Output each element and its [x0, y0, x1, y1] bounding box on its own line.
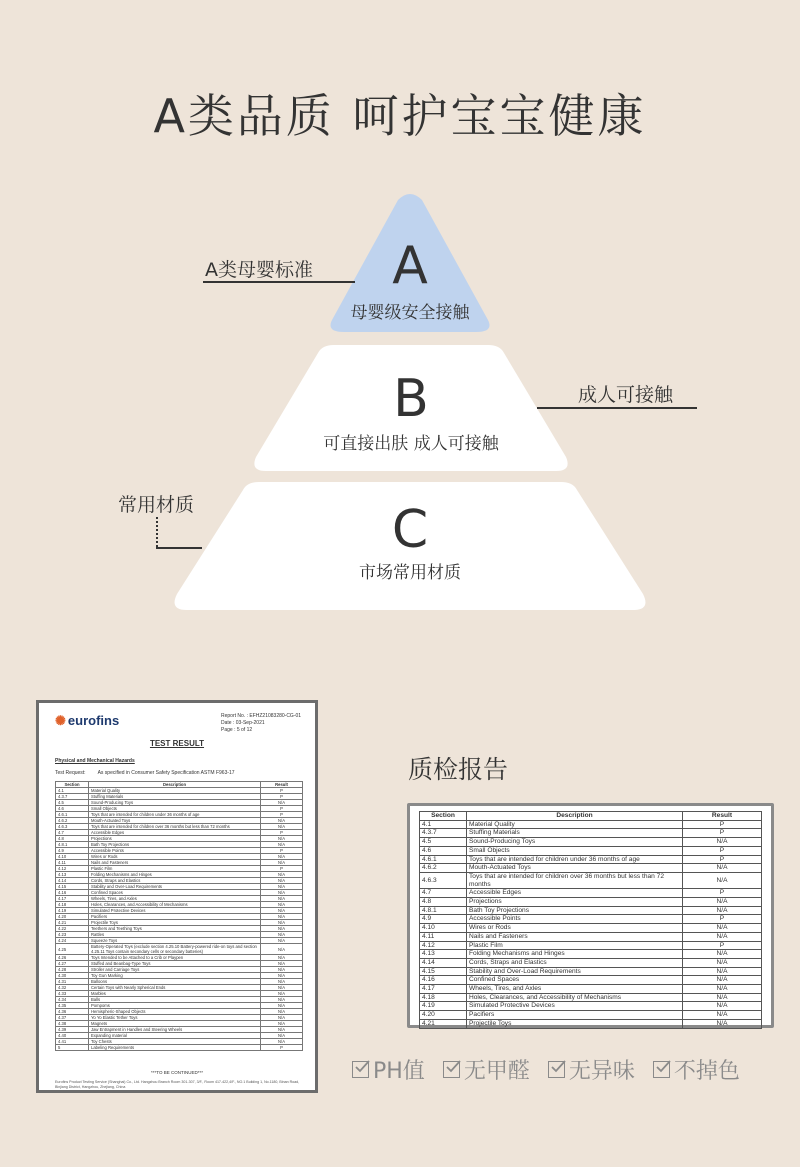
row-result: N/A	[261, 1039, 303, 1045]
report-heading: TEST RESULT	[149, 739, 205, 748]
table-row	[420, 1002, 762, 1011]
report-page: 5 of 12	[236, 727, 253, 733]
table-row	[56, 944, 303, 955]
row-section: 4.12	[420, 941, 467, 950]
row-section: 4.16	[420, 976, 467, 985]
date-label: Date	[221, 720, 232, 726]
table-row	[420, 985, 762, 994]
row-description: Rattles	[89, 932, 261, 938]
report-no-label: Report No.	[221, 713, 246, 719]
row-result: N/A	[261, 908, 303, 914]
row-section: 4.6.2	[56, 818, 89, 824]
row-section: 4.24	[56, 938, 89, 944]
row-section: 4.28	[56, 967, 89, 973]
logo-text: eurofins	[67, 713, 120, 728]
row-result: N/A	[683, 932, 762, 941]
row-description: Confined Spaces	[89, 890, 261, 896]
row-result: P	[261, 848, 303, 854]
row-result: N/A	[261, 896, 303, 902]
row-result: N/A	[683, 1019, 762, 1028]
row-result: N/A	[261, 961, 303, 967]
row-section: 4.39	[56, 1027, 89, 1033]
table-row	[420, 924, 762, 933]
row-result: N/A	[261, 890, 303, 896]
row-description: Toys that are intended for children under 36 months of age	[467, 855, 683, 864]
row-description: Toys that are intended for children under 36 months of age	[89, 812, 261, 818]
eurofins-logo-mark: ✺	[55, 713, 66, 728]
row-section: 4.3.7	[56, 794, 89, 800]
row-description: Plastic Film	[467, 941, 683, 950]
row-result: N/A	[261, 979, 303, 985]
row-result: N/A	[261, 860, 303, 866]
row-description: Marbles	[89, 991, 261, 997]
row-result: N/A	[683, 950, 762, 959]
column-header: Description	[89, 782, 261, 788]
leader-line-c-horizontal	[156, 547, 202, 549]
row-result: N/A	[261, 938, 303, 944]
row-section: 4.31	[56, 979, 89, 985]
row-result: N/A	[261, 836, 303, 842]
row-result: N/A	[261, 878, 303, 884]
table-row	[420, 958, 762, 967]
row-section: 4.6.3	[420, 872, 467, 888]
row-section: 4.13	[420, 950, 467, 959]
row-result: N/A	[261, 985, 303, 991]
table-row	[420, 898, 762, 907]
page-title: A类品质 呵护宝宝健康	[153, 89, 647, 143]
row-description: Balls	[89, 997, 261, 1003]
feature-item	[548, 1054, 635, 1085]
row-result: N/A	[261, 842, 303, 848]
row-result: N/A	[261, 967, 303, 973]
row-description: Stability and Over-Load Requirements	[467, 967, 683, 976]
table-row	[420, 1019, 762, 1028]
row-result: P	[261, 794, 303, 800]
row-result: P	[683, 855, 762, 864]
row-description: Battery-Operated Toys (exclude section 4.25.10 Battery-powered ride-on toys and section 4.25.11 Toys contain secondary cells or secondary batteries)	[89, 944, 261, 955]
row-description: Cords, Straps and Elastics	[467, 958, 683, 967]
row-section: 4.8	[56, 836, 89, 842]
row-result: N/A	[683, 898, 762, 907]
zoomed-table	[419, 811, 762, 1029]
feature-label: 不掉色	[673, 1059, 740, 1084]
row-result: N/A	[261, 1021, 303, 1027]
row-section: 4.18	[420, 993, 467, 1002]
table-row	[420, 941, 762, 950]
row-result: N/A	[261, 1033, 303, 1039]
table-row	[420, 950, 762, 959]
row-result: N/A	[261, 1009, 303, 1015]
row-description: Stability and Over-Load Requirements	[89, 884, 261, 890]
row-section: 4.6.1	[56, 812, 89, 818]
row-section: 4.12	[56, 866, 89, 872]
table-row	[420, 1011, 762, 1020]
row-section: 4.8	[420, 898, 467, 907]
row-section: 4.14	[56, 878, 89, 884]
row-section: 4.36	[56, 1009, 89, 1015]
table-row	[420, 906, 762, 915]
row-result: N/A	[683, 985, 762, 994]
feature-item	[352, 1054, 425, 1085]
row-result: N/A	[261, 872, 303, 878]
row-description: Squeeze Toys	[89, 938, 261, 944]
feature-item	[653, 1054, 740, 1085]
row-section: 4.25	[56, 944, 89, 955]
row-result: N/A	[261, 944, 303, 955]
row-result: N/A	[261, 991, 303, 997]
row-section: 4.15	[420, 967, 467, 976]
row-description: Sound-Producing Toys	[89, 800, 261, 806]
page-label: Page	[221, 727, 233, 733]
row-description: Wires or Rods	[467, 924, 683, 933]
row-result: N/A	[261, 932, 303, 938]
row-section: 4.13	[56, 872, 89, 878]
row-section: 4.1	[420, 820, 467, 829]
row-section: 4.16	[56, 890, 89, 896]
table-row	[420, 846, 762, 855]
row-section: 4.27	[56, 961, 89, 967]
row-result: N/A	[261, 1027, 303, 1033]
column-header: Description	[467, 812, 683, 821]
row-description: Sound-Producing Toys	[467, 838, 683, 847]
row-section: 4.34	[56, 997, 89, 1003]
row-section: 4.19	[420, 1002, 467, 1011]
row-section: 4.6	[56, 806, 89, 812]
row-description: Nails and Fasteners	[467, 932, 683, 941]
row-description: Wires or Rods	[89, 854, 261, 860]
table-row	[420, 864, 762, 873]
row-description: Wheels, Tires, and Axles	[467, 985, 683, 994]
row-section: 4.7	[420, 889, 467, 898]
row-description: Projections	[467, 898, 683, 907]
row-description: Accessible Edges	[467, 889, 683, 898]
row-section: 4.15	[56, 884, 89, 890]
row-section: 4.22	[56, 926, 89, 932]
row-section: 4.14	[420, 958, 467, 967]
row-result: N/A	[683, 993, 762, 1002]
row-result: N/A	[683, 1002, 762, 1011]
leader-line-b	[537, 407, 697, 409]
row-section: 4.41	[56, 1039, 89, 1045]
row-result: N/A	[261, 1003, 303, 1009]
column-header: Result	[683, 812, 762, 821]
column-header: Section	[420, 812, 467, 821]
checkbox-icon	[653, 1061, 670, 1078]
tier-c-desc: 市场常用材质	[359, 563, 461, 583]
row-result: N/A	[683, 872, 762, 888]
row-section: 4.40	[56, 1033, 89, 1039]
column-header: Section	[56, 782, 89, 788]
row-description: Toy Gun Marking	[89, 973, 261, 979]
row-description: Stuffing Materials	[467, 829, 683, 838]
table-row	[420, 872, 762, 888]
row-result: N/A	[683, 958, 762, 967]
row-section: 4.9	[56, 848, 89, 854]
row-result: P	[261, 806, 303, 812]
test-request-value: As specified in Consumer Safety Specification ASTM F963-17	[97, 770, 235, 776]
row-result: P	[261, 1045, 303, 1051]
row-result: N/A	[683, 838, 762, 847]
table-row	[420, 976, 762, 985]
row-section: 4.17	[56, 896, 89, 902]
row-result: N/A	[683, 967, 762, 976]
row-result: N/A	[261, 1015, 303, 1021]
row-section: 5	[56, 1045, 89, 1051]
row-description: Simulated Protective Devices	[89, 908, 261, 914]
row-description: Folding Mechanisms and Hinges	[467, 950, 683, 959]
table-row	[420, 915, 762, 924]
report-table	[55, 781, 303, 1051]
checkbox-icon	[548, 1061, 565, 1078]
row-result: N/A	[261, 800, 303, 806]
row-section: 4.6.2	[420, 864, 467, 873]
table-row	[420, 932, 762, 941]
row-section: 4.20	[56, 914, 89, 920]
row-section: 4.30	[56, 973, 89, 979]
row-description: Accessible Points	[89, 848, 261, 854]
tier-a-letter: A	[392, 236, 428, 296]
row-result: N/A	[261, 818, 303, 824]
row-description: Toy Chests	[89, 1039, 261, 1045]
row-section: 4.10	[420, 924, 467, 933]
feature-label: 无甲醛	[463, 1059, 530, 1084]
row-result: N/A	[261, 926, 303, 932]
row-description: Mouth-Actuated Toys	[467, 864, 683, 873]
row-description: Mouth-Actuated Toys	[89, 818, 261, 824]
row-description: Holes, Clearances, and Accessibility of Mechanisms	[467, 993, 683, 1002]
table-row	[420, 829, 762, 838]
report-caption: 质检报告	[408, 755, 509, 784]
row-description: Material Quality	[467, 820, 683, 829]
row-section: 4.38	[56, 1021, 89, 1027]
row-section: 4.1	[56, 788, 89, 794]
row-description: Projectile Toys	[89, 920, 261, 926]
row-description: Balloons	[89, 979, 261, 985]
row-description: Holes, Clearances, and Accessibility of Mechanisms	[89, 902, 261, 908]
row-description: Accessible Edges	[89, 830, 261, 836]
row-description: Pompoms	[89, 1003, 261, 1009]
table-row	[420, 820, 762, 829]
row-section: 4.8.1	[56, 842, 89, 848]
row-result: N/A	[261, 997, 303, 1003]
tier-b-desc: 可直接出肤 成人可接触	[323, 434, 499, 454]
row-section: 4.6.1	[420, 855, 467, 864]
row-result: P	[683, 846, 762, 855]
row-section: 4.6	[420, 846, 467, 855]
row-section: 4.21	[56, 920, 89, 926]
row-section: 4.19	[56, 908, 89, 914]
row-result: P	[261, 812, 303, 818]
row-description: Hemispheric-Shaped Objects	[89, 1009, 261, 1015]
row-description: Accessible Points	[467, 915, 683, 924]
row-result: P	[261, 788, 303, 794]
table-row	[420, 889, 762, 898]
tier-c-letter: C	[391, 500, 429, 560]
continued-note: ***TO BE CONTINUED***	[151, 1070, 203, 1075]
row-description: Toys that are intended for children over 36 months but less than 72 months	[467, 872, 683, 888]
row-section: 4.35	[56, 1003, 89, 1009]
row-description: Stuffing Materials	[89, 794, 261, 800]
row-section: 4.18	[56, 902, 89, 908]
side-label-b: 成人可接触	[578, 384, 674, 406]
row-description: Pacifiers	[89, 914, 261, 920]
row-description: Small Objects	[89, 806, 261, 812]
row-section: 4.20	[420, 1011, 467, 1020]
row-section: 4.10	[56, 854, 89, 860]
report-meta: Report No. : EFHZ21083280-CG-01 Date : 03-Sep-2021 Page : 5 of 12	[221, 713, 302, 733]
row-section: 4.26	[56, 955, 89, 961]
row-result: N/A	[261, 973, 303, 979]
row-section: 4.5	[56, 800, 89, 806]
row-result: N/A	[683, 1011, 762, 1020]
checkbox-icon	[352, 1061, 369, 1078]
table-row	[420, 855, 762, 864]
row-description: Toys Intended to be Attached to a Crib or Playpen	[89, 955, 261, 961]
row-description: Bath Toy Projections	[467, 906, 683, 915]
report-date: 03-Sep-2021	[235, 720, 265, 726]
row-result: P	[683, 915, 762, 924]
row-section: 4.21	[420, 1019, 467, 1028]
row-section: 4.6.3	[56, 824, 89, 830]
row-description: Plastic Film	[89, 866, 261, 872]
feature-label: PH值	[373, 1059, 425, 1084]
pyramid-tier-b	[252, 345, 570, 473]
row-result: N/A	[261, 914, 303, 920]
row-description: Pacifiers	[467, 1011, 683, 1020]
test-report-page	[36, 700, 318, 1093]
row-description: Nails and Fasteners	[89, 860, 261, 866]
row-description: Labeling Requirements	[89, 1045, 261, 1051]
row-section: 4.9	[420, 915, 467, 924]
side-label-c: 常用材质	[118, 494, 195, 516]
row-description: Simulated Protective Devices	[467, 1002, 683, 1011]
row-description: Teethers and Teething Toys	[89, 926, 261, 932]
table-row	[420, 967, 762, 976]
table-row	[56, 1045, 303, 1051]
pyramid-tier-a	[326, 192, 494, 337]
row-section: 4.3.7	[420, 829, 467, 838]
tier-a-desc: 母婴级安全接触	[350, 303, 470, 323]
row-description: Yo Yo Elastic Tether Toys	[89, 1015, 261, 1021]
row-section: 4.23	[56, 932, 89, 938]
row-description: Small Objects	[467, 846, 683, 855]
table-row	[420, 838, 762, 847]
eurofins-logo	[55, 713, 119, 729]
row-section: 4.33	[56, 991, 89, 997]
row-description: Expanding material	[89, 1033, 261, 1039]
row-description: Material Quality	[89, 788, 261, 794]
test-request	[55, 770, 235, 776]
row-result: P	[261, 830, 303, 836]
row-result: P	[261, 866, 303, 872]
leader-line-a	[203, 281, 355, 283]
row-description: Cords, Straps and Elastics	[89, 878, 261, 884]
table-row	[420, 993, 762, 1002]
row-result: N/A	[683, 924, 762, 933]
row-result: N/A	[261, 920, 303, 926]
row-result: P	[683, 889, 762, 898]
feature-list	[352, 1054, 758, 1085]
row-section: 4.7	[56, 830, 89, 836]
row-description: Jaw Entrapment in Handles and Steering Wheels	[89, 1027, 261, 1033]
row-result: N/A	[261, 955, 303, 961]
row-description: Stroller and Carriage Toys	[89, 967, 261, 973]
zoomed-report-table	[407, 803, 774, 1028]
row-section: 4.17	[420, 985, 467, 994]
row-section: 4.37	[56, 1015, 89, 1021]
row-description: Confined Spaces	[467, 976, 683, 985]
feature-label: 无异味	[568, 1059, 635, 1084]
row-result: N/A	[261, 824, 303, 830]
column-header: Result	[261, 782, 303, 788]
row-description: Wheels, Tires, and Axles	[89, 896, 261, 902]
row-result: N/A	[683, 906, 762, 915]
row-section: 4.5	[420, 838, 467, 847]
row-description: Projections	[89, 836, 261, 842]
checkbox-icon	[443, 1061, 460, 1078]
row-result: N/A	[261, 854, 303, 860]
row-description: Certain Toys with Nearly Spherical Ends	[89, 985, 261, 991]
row-result: P	[683, 820, 762, 829]
row-section: 4.32	[56, 985, 89, 991]
row-description: Magnets	[89, 1021, 261, 1027]
row-section: 4.11	[56, 860, 89, 866]
row-result: P	[683, 829, 762, 838]
report-no: EFHZ21083280-CG-01	[249, 713, 302, 719]
report-footer: Eurofins Product Testing Service (Shanghai) Co., Ltd. Hangzhou Branch Room 301-307, 3/F., Room 417-422,4/F., NO.1 Building 1, No.1180, Binan Road, Binjiang District, Hangzhou, Zhejiang, China	[55, 1080, 300, 1089]
row-result: N/A	[261, 902, 303, 908]
row-description: Bath Toy Projections	[89, 842, 261, 848]
report-subheading: Physical and Mechanical Hazards	[55, 758, 135, 764]
test-request-label: Test Request:	[55, 770, 86, 776]
row-description: Toys that are intended for children over 36 months but less than 72 months	[89, 824, 261, 830]
row-result: N/A	[683, 864, 762, 873]
leader-line-c-vertical	[156, 517, 158, 547]
row-result: N/A	[683, 976, 762, 985]
row-description: Stuffed and Beanbag-Type Toys	[89, 961, 261, 967]
row-description: Projectile Toys	[467, 1019, 683, 1028]
row-result: N/A	[261, 884, 303, 890]
row-section: 4.11	[420, 932, 467, 941]
row-section: 4.8.1	[420, 906, 467, 915]
feature-item	[443, 1054, 530, 1085]
row-description: Folding Mechanisms and Hinges	[89, 872, 261, 878]
tier-b-letter: B	[393, 369, 429, 429]
row-result: P	[683, 941, 762, 950]
side-label-a: A类母婴标准	[205, 259, 313, 281]
pyramid-tier-c	[173, 482, 647, 612]
